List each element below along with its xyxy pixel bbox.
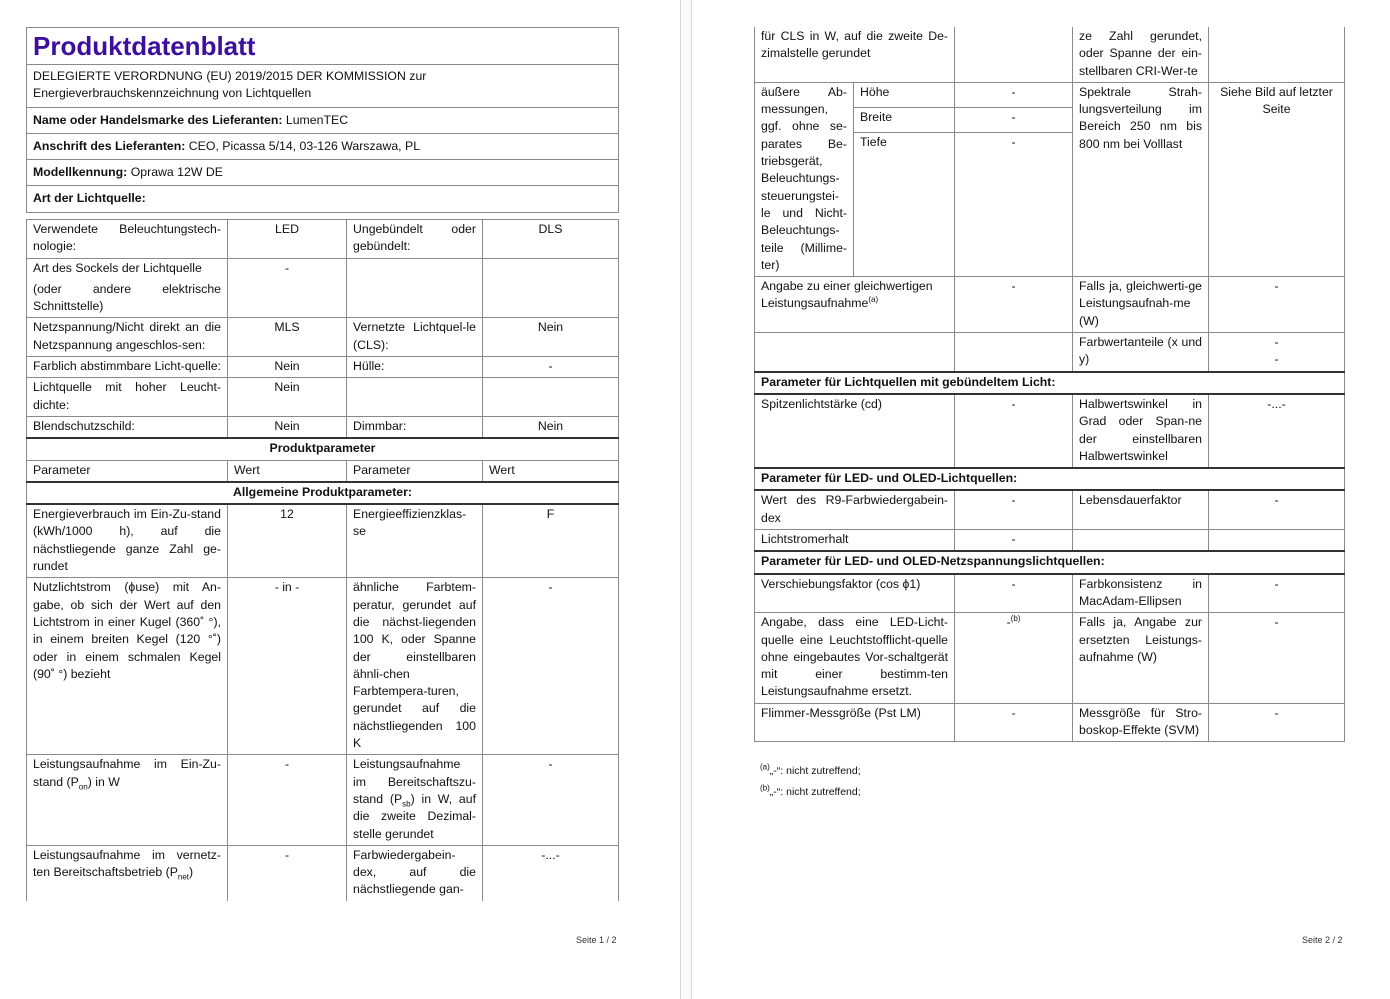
model-label: Modellkennung: — [33, 165, 128, 180]
param-label-text: Angabe zu einer gleichwertigen Leistungsaufnahme — [761, 279, 933, 311]
param-value: - — [955, 490, 1073, 529]
supplier-name: LumenTEC — [285, 112, 349, 127]
param-label: Lichtstromerhalt — [755, 530, 955, 552]
page-1 — [0, 0, 680, 999]
param-label: ze Zahl gerundet, oder Spanne der ein-stellbaren CRI-Wer-te — [1073, 27, 1209, 82]
param-label-end: ) — [189, 865, 194, 880]
footnote-mark: (a) — [760, 762, 770, 772]
general-params-heading: Allgemeine Produktparameter: — [27, 482, 619, 504]
table-row — [755, 530, 1345, 552]
param-label-text: Leistungsaufnahme im vernetz-ten Bereitschaftsbetrieb (P — [33, 847, 221, 880]
param-label-sub: on — [78, 782, 88, 792]
param-label — [27, 845, 228, 900]
dimension-width-value: - — [955, 108, 1073, 133]
type-label: Netzspannung/Nicht direkt an die Netzspannung angeschlos-sen: — [27, 318, 228, 357]
doc-title: Produktdatenblatt — [27, 28, 619, 65]
table-row — [27, 578, 619, 755]
param-value: - — [1209, 277, 1345, 333]
dimension-depth-value: - — [955, 133, 1073, 277]
page-number: Seite 1 / 2 — [576, 935, 617, 945]
model-row — [27, 160, 619, 186]
type-label: Blendschutzschild: — [27, 416, 228, 438]
table-row — [27, 504, 619, 578]
empty-cell — [1073, 530, 1209, 552]
param-value: - — [1209, 613, 1345, 703]
table-row — [755, 277, 1345, 333]
column-header: Wert — [483, 460, 619, 482]
dimension-height-value: - — [955, 82, 1073, 107]
table-row — [27, 482, 619, 504]
table-row — [27, 258, 619, 318]
column-header: Parameter — [347, 460, 483, 482]
param-value: - — [1209, 490, 1345, 529]
table-row — [27, 416, 619, 438]
param-label: Farbkonsistenz in MacAdam-Ellipsen — [1073, 574, 1209, 613]
param-label-end: ) in W — [87, 774, 120, 789]
empty-cell — [955, 27, 1073, 82]
param-label: Spektrale Strah-lungsverteilung im Bereich 250 nm bis 800 nm bei Volllast — [1073, 82, 1209, 276]
socket-label: Art des Sockels der Lichtquelle — [33, 260, 202, 275]
table-row — [755, 82, 1345, 107]
model-id: Oprawa 12W DE — [130, 165, 223, 180]
empty-cell — [1209, 27, 1345, 82]
empty-cell — [1209, 530, 1345, 552]
regulation-text: DELEGIERTE VERORDNUNG (EU) 2019/2015 DER KOMMISSION zur Energieverbrauchskennzeichnung von Lichtquellen — [27, 65, 619, 108]
supplier-address: CEO, Picassa 5/14, 03-126 Warszawa, PL — [188, 138, 421, 153]
param-value: Siehe Bild auf letzter Seite — [1209, 82, 1345, 276]
column-header: Parameter — [27, 460, 228, 482]
table-row — [755, 490, 1345, 529]
page-number: Seite 2 / 2 — [1302, 935, 1343, 945]
dimension-height-label: Höhe — [854, 82, 955, 107]
table-row — [27, 755, 619, 845]
type-value: Nein — [228, 357, 347, 378]
table-row — [755, 27, 1345, 82]
type-label: Vernetzte Lichtquel-le (CLS): — [347, 318, 483, 357]
param-value: - — [228, 755, 347, 845]
param-label: Energieverbrauch im Ein-Zu-stand (kWh/1000 h), auf die nächstliegende ganze Zahl ge-rundet — [27, 504, 228, 578]
param-value: - — [955, 574, 1073, 613]
supplier-name-row — [27, 107, 619, 133]
param-label: Farbwertanteile (x und y) — [1073, 333, 1209, 372]
table-row — [755, 333, 1345, 372]
empty-cell — [347, 378, 483, 417]
dimension-depth-label: Tiefe — [854, 133, 955, 277]
type-label: Hülle: — [347, 357, 483, 378]
param-label: Angabe, dass eine LED-Licht-quelle eine Leuchtstofflicht-quelle ohne eingebautes Vor-schaltgerät mit einer bestimm-ten Leistungsaufnahme ersetzt. — [755, 613, 955, 703]
param-value: 12 — [228, 504, 347, 578]
supplier-name-label: Name oder Handelsmarke des Lieferanten: — [33, 112, 283, 127]
empty-cell — [347, 258, 483, 318]
param-label — [347, 755, 483, 845]
type-value: - — [228, 258, 347, 318]
led-params-heading: Parameter für LED- und OLED-Lichtquellen: — [755, 468, 1345, 490]
empty-cell — [483, 378, 619, 417]
type-label: Farblich abstimmbare Licht-quelle: — [27, 357, 228, 378]
table-row — [755, 468, 1345, 490]
param-label-end: ) in W, auf die zweite Dezimal-stelle gerundet — [353, 791, 477, 841]
page-2 — [690, 0, 1390, 999]
param-value: - — [955, 394, 1073, 468]
param-value: -...- — [1209, 394, 1345, 468]
param-label: Falls ja, Angabe zur ersetzten Leistungs-aufnahme (W) — [1073, 613, 1209, 703]
color-y-value: - — [1274, 352, 1279, 367]
table-row — [27, 318, 619, 357]
empty-cell — [955, 333, 1073, 372]
footnote-ref: (a) — [868, 295, 879, 305]
param-value: -...- — [483, 845, 619, 900]
supplier-address-row — [27, 133, 619, 159]
table-row — [755, 703, 1345, 742]
footnote-ref: (b) — [1010, 614, 1021, 624]
param-value: - — [1209, 574, 1345, 613]
column-header: Wert — [228, 460, 347, 482]
type-value: DLS — [483, 220, 619, 259]
param-label: Energieeffizienzklas-se — [347, 504, 483, 578]
param-value: - in - — [228, 578, 347, 755]
dimension-width-label: Breite — [854, 108, 955, 133]
footnote-b — [760, 785, 861, 799]
table-row — [27, 460, 619, 482]
table-row — [27, 438, 619, 460]
type-value: Nein — [228, 378, 347, 417]
table-row — [27, 357, 619, 378]
supplier-address-label: Anschrift des Lieferanten: — [33, 138, 186, 153]
param-value: - — [955, 277, 1073, 333]
param-label: ähnliche Farbtem-peratur, gerundet auf die nächst-liegenden 100 K, oder Spanne der einstellbaren ähnli-chen Farbtempera-turen, gerundet auf die nächstliegenden 100 K — [347, 578, 483, 755]
footnote-a — [760, 764, 861, 778]
table-row — [755, 613, 1345, 703]
param-label: Wert des R9-Farbwiedergabein-dex — [755, 490, 955, 529]
table-row — [755, 574, 1345, 613]
param-label: Flimmer-Messgröße (Pst LM) — [755, 703, 955, 742]
mains-params-heading: Parameter für LED- und OLED-Netzspannungslichtquellen: — [755, 551, 1345, 573]
focused-params-heading: Parameter für Lichtquellen mit gebündeltem Licht: — [755, 372, 1345, 394]
param-value — [955, 613, 1073, 703]
type-value: MLS — [228, 318, 347, 357]
param-label — [27, 755, 228, 845]
param-label: Halbwertswinkel in Grad oder Span-ne der einstellbaren Halbwertswinkel — [1073, 394, 1209, 468]
table-row — [755, 551, 1345, 573]
param-value: - — [1209, 703, 1345, 742]
param-value: - — [955, 703, 1073, 742]
type-label: Ungebündelt oder gebündelt: — [347, 220, 483, 259]
product-params-heading: Produktparameter — [27, 438, 619, 460]
light-source-type-heading: Art der Lichtquelle: — [27, 186, 619, 212]
table-row — [27, 220, 619, 259]
footnote-text: „-“: nicht zutreffend; — [769, 765, 861, 777]
type-value: Nein — [228, 416, 347, 438]
table-row — [27, 378, 619, 417]
type-label: Verwendete Beleuchtungstech-nologie: — [27, 220, 228, 259]
header-table — [26, 27, 619, 213]
type-label: Lichtquelle mit hoher Leucht-dichte: — [27, 378, 228, 417]
param-value: - — [955, 530, 1073, 552]
param-label: Messgröße für Stro-boskop-Effekte (SVM) — [1073, 703, 1209, 742]
param-label: Farbwiedergabein-dex, auf die nächstliegende gan- — [347, 845, 483, 900]
param-value: - — [483, 578, 619, 755]
color-x-value: - — [1274, 335, 1279, 350]
empty-cell — [483, 258, 619, 318]
table-row — [755, 372, 1345, 394]
socket-label-2: (oder andere elektrische Schnittstelle) — [33, 281, 221, 314]
dimensions-label: äußere Ab-messungen, ggf. ohne se-parates Be-triebsgerät, Beleuchtungs-steuerungstei-le und Nicht-Beleuchtungs-teile (Millime-ter) — [755, 82, 854, 276]
footnote-mark: (b) — [760, 783, 770, 793]
param-label-sub: net — [177, 872, 190, 882]
param-value: - — [483, 755, 619, 845]
type-table — [26, 219, 619, 901]
param-value — [1209, 333, 1345, 372]
param-label-sub: sb — [402, 799, 411, 809]
param-label: Lebensdauerfaktor — [1073, 490, 1209, 529]
type-value: Nein — [483, 318, 619, 357]
param-label: Verschiebungsfaktor (cos ϕ1) — [755, 574, 955, 613]
type-value: LED — [228, 220, 347, 259]
param-label: Nutzlichtstrom (ϕuse) mit An-gabe, ob sich der Wert auf den Lichtstrom in einer Kugel (360˚ °), in einem breiten Kegel (120 °˚) oder in einem schmalen Kegel (90˚ °) bezieht — [27, 578, 228, 755]
empty-cell — [755, 333, 955, 372]
param-label: Falls ja, gleichwerti-ge Leistungsaufnah-me (W) — [1073, 277, 1209, 333]
param-label — [755, 277, 955, 333]
param-label: Spitzenlichtstärke (cd) — [755, 394, 955, 468]
param-value: F — [483, 504, 619, 578]
table-row — [755, 394, 1345, 468]
params-table-continued — [754, 27, 1345, 742]
type-value: - — [483, 357, 619, 378]
param-value-text: - — [1006, 615, 1011, 630]
param-value: - — [228, 845, 347, 900]
type-label: Dimmbar: — [347, 416, 483, 438]
param-label: für CLS in W, auf die zweite De-zimalstelle gerundet — [755, 27, 955, 82]
type-value: Nein — [483, 416, 619, 438]
type-label — [27, 258, 228, 318]
param-label-text: Leistungsaufnahme im Ein-Zu-stand (P — [33, 757, 221, 789]
param-label-text: Leistungsaufnahme im Bereitschaftszu-stand (P — [353, 757, 476, 806]
footnote-text: „-“: nicht zutreffend; — [769, 786, 861, 798]
table-row — [27, 845, 619, 900]
